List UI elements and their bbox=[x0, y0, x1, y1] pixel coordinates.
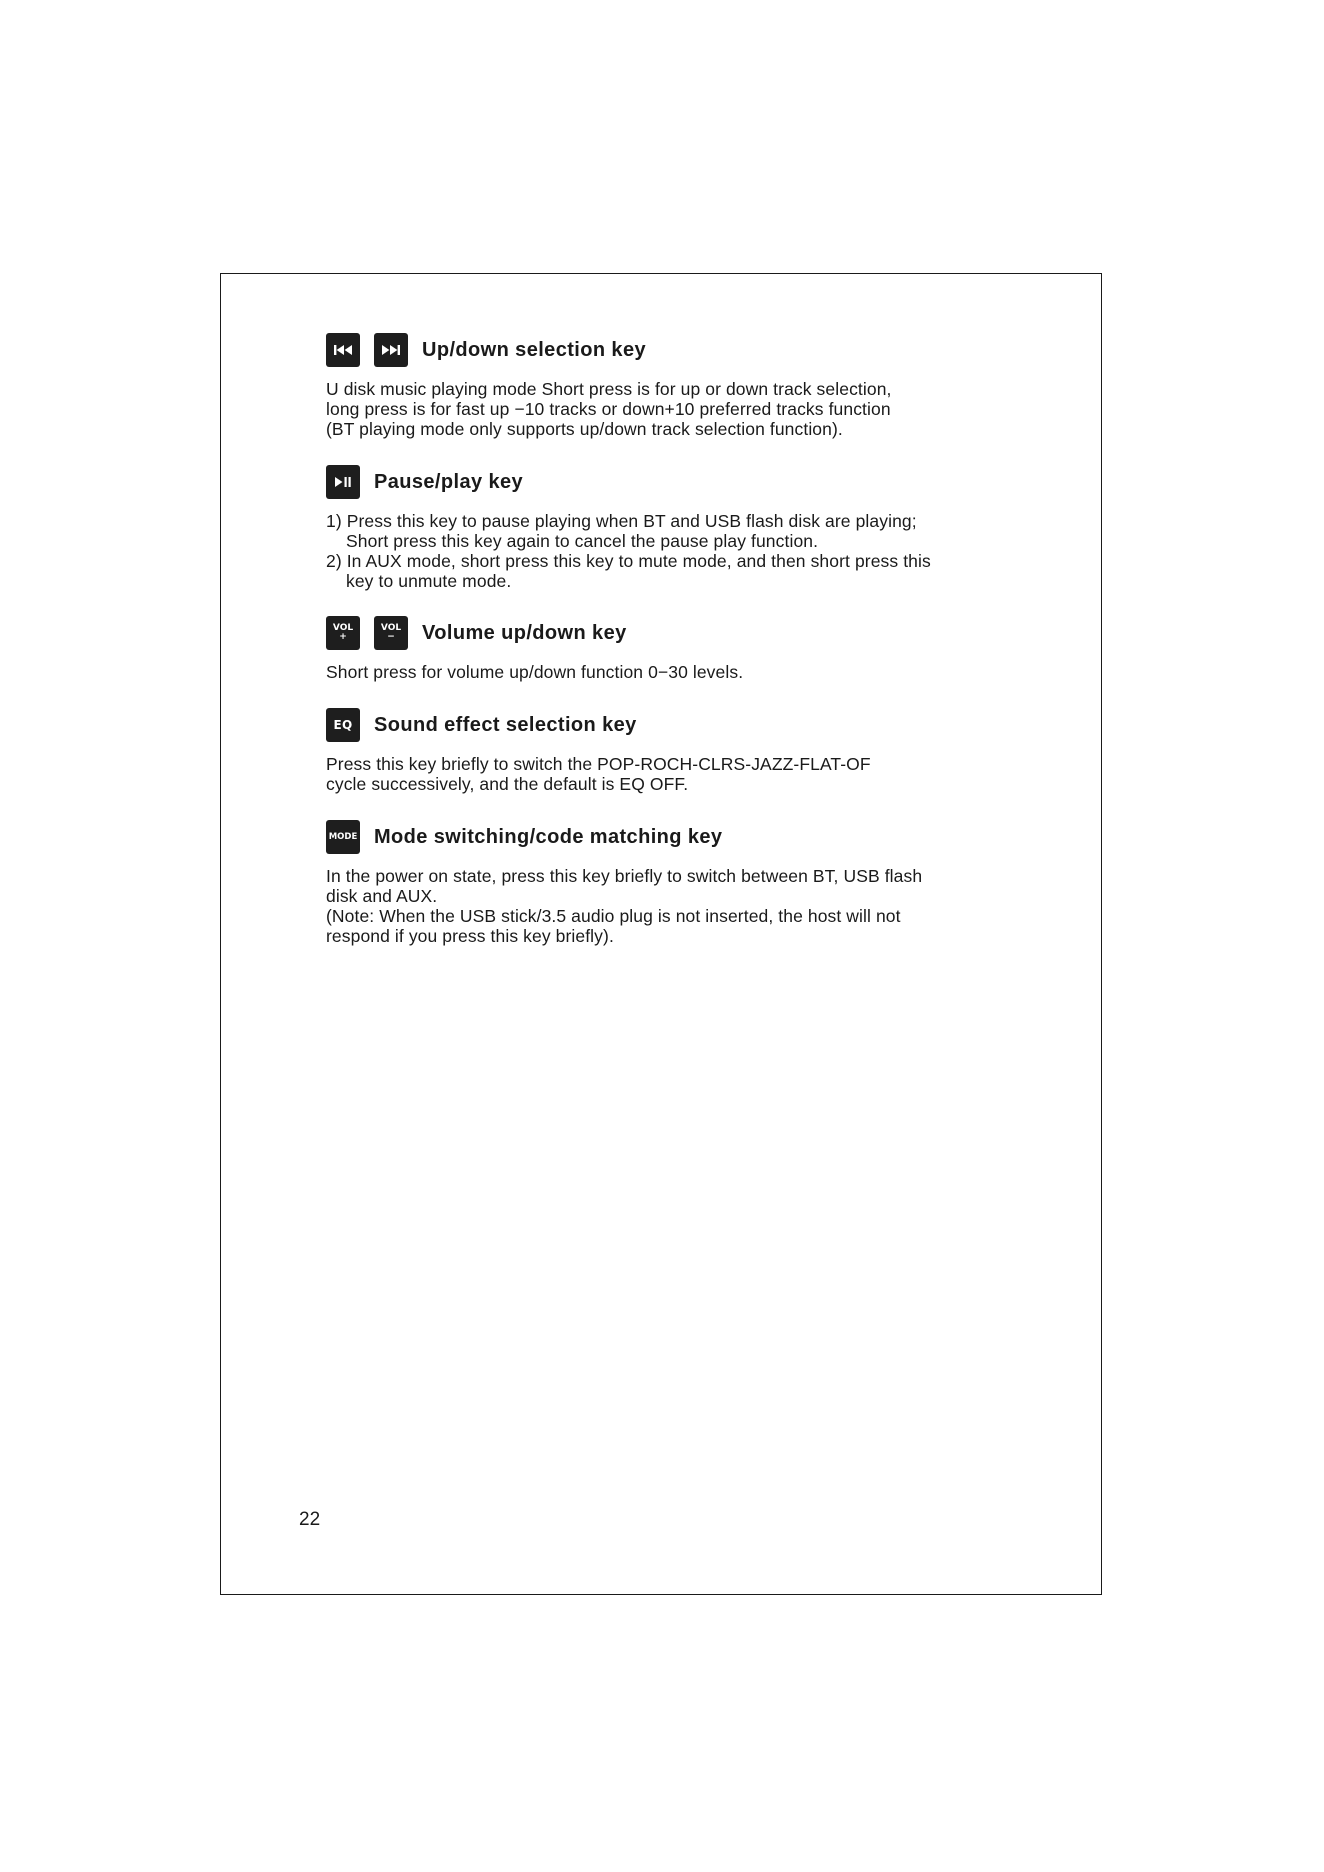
section-volume-body bbox=[326, 662, 1006, 682]
mode-icon-label: MODE bbox=[328, 832, 358, 842]
volume-up-icon bbox=[326, 616, 360, 650]
section-updown-title: Up/down selection key bbox=[422, 338, 647, 361]
section-eq bbox=[326, 708, 1006, 794]
body-line: cycle successively, and the default is EQ OFF. bbox=[326, 774, 689, 794]
volume-up-icon-sign: + bbox=[339, 632, 347, 642]
section-volume-heading-row bbox=[326, 616, 1006, 650]
previous-track-icon bbox=[326, 333, 360, 367]
body-line: respond if you press this key briefly). bbox=[326, 926, 614, 946]
body-line: 1) Press this key to pause playing when BT and USB flash disk are playing; bbox=[326, 511, 917, 531]
body-line: (Note: When the USB stick/3.5 audio plug is not inserted, the host will not bbox=[326, 906, 901, 926]
body-line: (BT playing mode only supports up/down track selection function). bbox=[326, 419, 843, 439]
volume-down-icon-sign: − bbox=[387, 632, 395, 642]
body-line: Short press this key again to cancel the pause play function. bbox=[346, 531, 819, 551]
section-updown bbox=[326, 333, 1006, 439]
section-mode-body bbox=[326, 866, 1006, 946]
body-line: key to unmute mode. bbox=[346, 571, 512, 591]
play-pause-icon bbox=[326, 465, 360, 499]
section-eq-title: Sound effect selection key bbox=[374, 713, 637, 736]
section-pauseplay-title: Pause/play key bbox=[374, 470, 524, 493]
volume-up-icon-label: VOL bbox=[332, 623, 354, 633]
page-number: 22 bbox=[299, 1509, 321, 1530]
section-pauseplay-body bbox=[326, 511, 1006, 591]
mode-icon bbox=[326, 820, 360, 854]
next-track-icon bbox=[374, 333, 408, 367]
section-eq-body bbox=[326, 754, 1006, 794]
body-line: 2) In AUX mode, short press this key to mute mode, and then short press this bbox=[326, 551, 931, 571]
body-line: U disk music playing mode Short press is for up or down track selection, bbox=[326, 379, 892, 399]
section-mode-title: Mode switching/code matching key bbox=[374, 825, 723, 848]
section-updown-heading-row bbox=[326, 333, 1006, 367]
volume-down-icon-label: VOL bbox=[380, 623, 402, 633]
section-mode bbox=[326, 820, 1006, 946]
body-line: disk and AUX. bbox=[326, 886, 438, 906]
section-mode-heading-row bbox=[326, 820, 1006, 854]
section-updown-body bbox=[326, 379, 1006, 439]
body-line: Short press for volume up/down function 0−30 levels. bbox=[326, 662, 744, 682]
body-line: In the power on state, press this key briefly to switch between BT, USB flash bbox=[326, 866, 923, 886]
volume-down-icon bbox=[374, 616, 408, 650]
section-volume-title: Volume up/down key bbox=[422, 621, 627, 644]
section-volume bbox=[326, 616, 1006, 682]
eq-icon-label: EQ bbox=[333, 718, 353, 732]
body-line: Press this key briefly to switch the POP-ROCH-CLRS-JAZZ-FLAT-OF bbox=[326, 754, 871, 774]
eq-icon bbox=[326, 708, 360, 742]
section-eq-heading-row bbox=[326, 708, 1006, 742]
section-pauseplay bbox=[326, 465, 1006, 591]
body-line: long press is for fast up −10 tracks or down+10 preferred tracks function bbox=[326, 399, 891, 419]
section-pauseplay-heading-row bbox=[326, 465, 1006, 499]
